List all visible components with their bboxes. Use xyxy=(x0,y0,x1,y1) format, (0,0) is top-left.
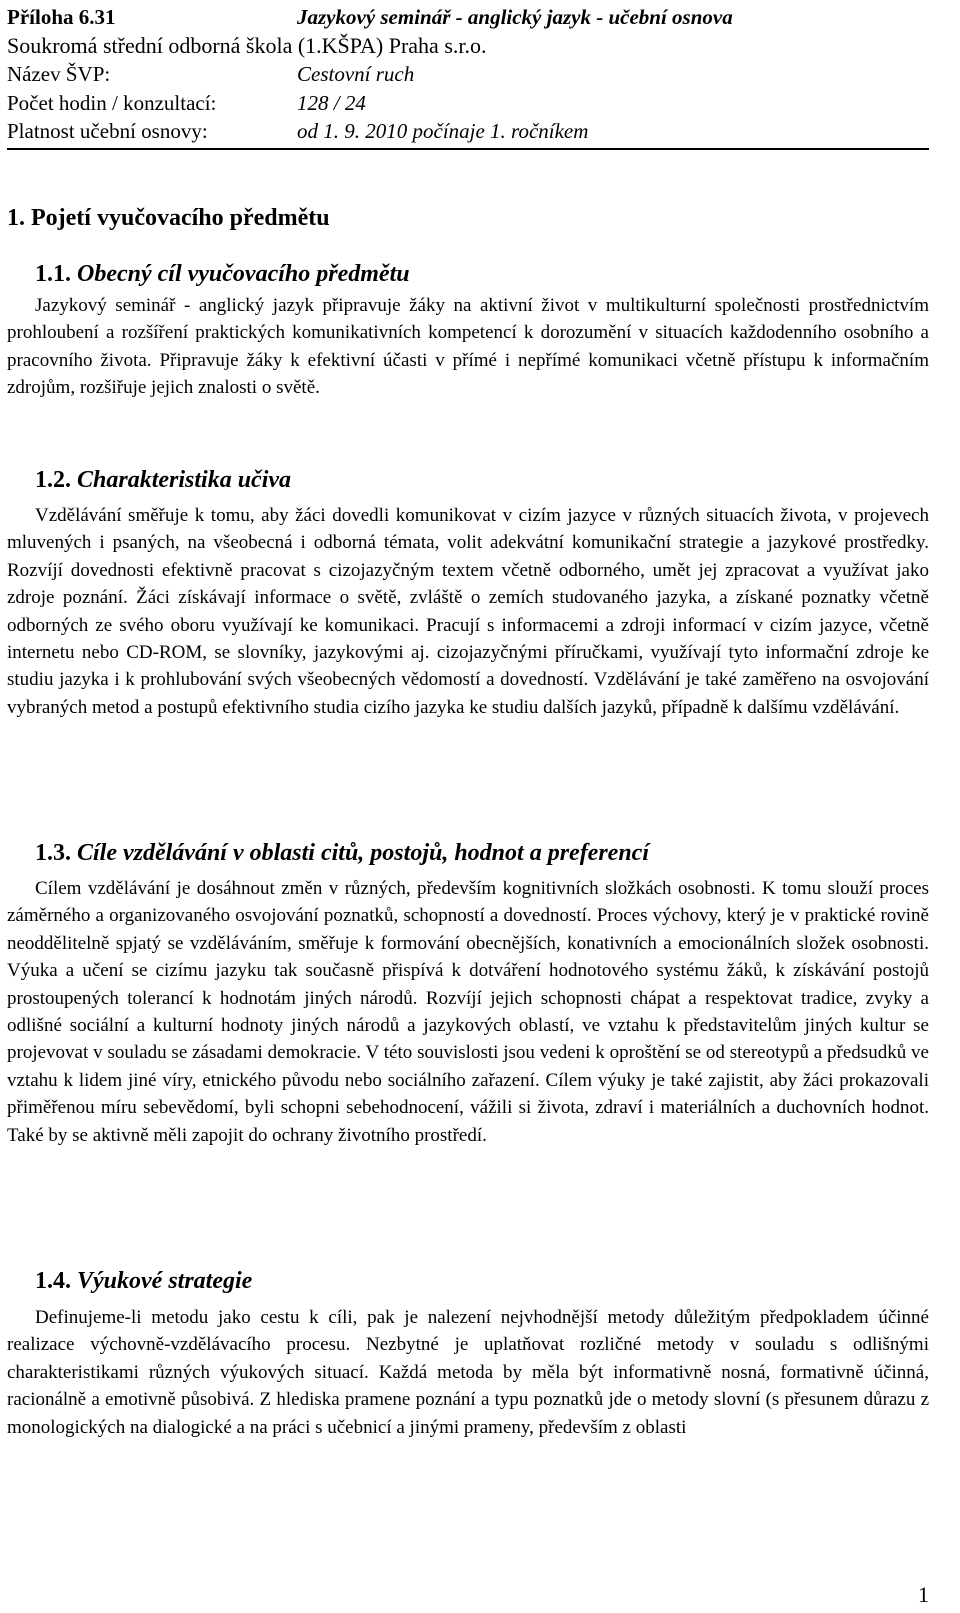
header-divider xyxy=(7,148,929,150)
annex-title: Jazykový seminář - anglický jazyk - učební osnova xyxy=(297,5,733,29)
subsection-title: Charakteristika učiva xyxy=(77,467,292,493)
validity-label: Platnost učební osnovy: xyxy=(7,119,208,143)
svp-value: Cestovní ruch xyxy=(297,62,415,86)
hours-label: Počet hodin / konzultací: xyxy=(7,91,217,115)
subsection-heading-1-1 xyxy=(35,259,410,289)
subsection-number: 1.4. xyxy=(35,1268,71,1294)
paragraph-1-1: Jazykový seminář - anglický jazyk připravuje žáky na aktivní život v multikulturní společnosti prostřednictvím prohloubení a rozšíření praktických komunikativních kompetencí k dorozumění v situacích každodenního osobního a pracovního života. Připravuje žáky k efektivní účasti v přímé i nepřímé komunikaci včetně přístupu k informačním zdrojům, rozšiřuje jejich znalosti o světě. xyxy=(7,295,929,399)
paragraph-1-2: Vzdělávání směřuje k tomu, aby žáci dovedli komunikovat v cizím jazyce v různých situacích života, v projevech mluvených i psaných, na všeobecná i odborná témata, volit adekvátní komunikační strategie a jazykové prostředky. Rozvíjí dovednosti efektivně pracovat s cizojazyčným textem včetně odborného, umět jej zpracovat a využívat jako zdroje poznání. Žáci získávají informace o světě, zvláště o zemích studovaného jazyka, a získané poznatky včetně odborných ze svého oboru využívají ke komunikaci. Pracují s informacemi a zdroji informací v cizím jazyce, včetně internetu nebo CD-ROM, se slovníky, jazykovými aj. cizojazyčnými příručkami, využívají tyto informační zdroje ke studiu jazyka i k prohlubování svých všeobecných vědomostí a dovedností. Vzdělávání je také zaměřeno na osvojování vybraných metod a postupů efektivního studia cizího jazyka ke studiu dalších jazyků, případně k dalšímu vzdělávání. xyxy=(7,505,929,718)
header-annex-line xyxy=(7,4,733,30)
svp-label: Název ŠVP: xyxy=(7,62,111,86)
header-school-line xyxy=(7,33,487,59)
paragraph-1-3: Cílem vzdělávání je dosáhnout změn v různých, především kognitivních složkách osobnosti. K tomu slouží proces záměrného a organizovaného osvojování poznatků, schopností a dovedností. Proces výchovy, který je v praktické rovině neoddělitelně spjatý se vzděláváním, směřuje k formování obecnějších, konativních a emocionálních složek osobnosti. Výuka a učení se cizímu jazyku tak současně přispívá k dotváření hodnotového systému žáků, k získávání postojů prostoupených tolerancí k hodnotám jiných národů. Rozvíjí jejich schopnosti chápat a respektovat tradice, zvyky a odlišné sociální a kulturní hodnoty jiných národů a jazykových oblastí, ve vztahu k představitelům jiných kultur se projevovat v souladu se zásadami demokracie. V této souvislosti jsou vedeni k oproštění se od stereotypů a předsudků ve vztahu k lidem jiné víry, etnického původu nebo sociálního zařazení. Cílem výuky je také zajistit, aby žáci prokazovali přiměřenou míru sebevědomí, byli schopni sebehodnocení, vážili si života, zdraví i materiálních a duchovních hodnot. Také by se aktivně měli zapojit do ochrany životního prostředí. xyxy=(7,878,929,1146)
subsection-heading-1-3 xyxy=(35,838,649,868)
header-hours-line xyxy=(7,90,366,116)
validity-value: od 1. 9. 2010 počínaje 1. ročníkem xyxy=(297,119,589,143)
subsection-title: Výukové strategie xyxy=(77,1268,253,1294)
header-validity-line xyxy=(7,118,589,144)
subsection-heading-1-4 xyxy=(35,1266,252,1296)
subsection-title: Obecný cíl vyučovacího předmětu xyxy=(77,261,410,287)
paragraph-1-4: Definujeme-li metodu jako cestu k cíli, pak je nalezení nejvhodnější metody důležitým předpokladem účinné realizace výchovně-vzdělávacího procesu. Nezbytné je uplatňovat rozličné metody v souladu s odlišnými charakteristikami různých výukových situací. Každá metoda by měla být informativně nosná, formativně účinná, racionálně a emotivně působivá. Z hlediska pramene poznání a typu poznatků jde o metody slovní (s přesunem důrazu z monologických na dialogické a na práci s učebnicí a jinými prameny, především z oblasti xyxy=(7,1307,929,1438)
header-svp-line xyxy=(7,61,415,87)
subsection-title: Cíle vzdělávání v oblasti citů, postojů, hodnot a preferencí xyxy=(77,840,649,866)
hours-value: 128 / 24 xyxy=(297,91,366,115)
subsection-heading-1-2 xyxy=(35,465,291,495)
page-number: 1 xyxy=(918,1582,929,1607)
section-heading: 1. Pojetí vyučovacího předmětu xyxy=(7,205,330,231)
subsection-number: 1.3. xyxy=(35,840,71,866)
school-name: Soukromá střední odborná škola (1.KŠPA) Praha s.r.o. xyxy=(7,33,487,58)
subsection-number: 1.1. xyxy=(35,261,71,287)
subsection-number: 1.2. xyxy=(35,467,71,493)
annex-label: Příloha 6.31 xyxy=(7,5,116,29)
